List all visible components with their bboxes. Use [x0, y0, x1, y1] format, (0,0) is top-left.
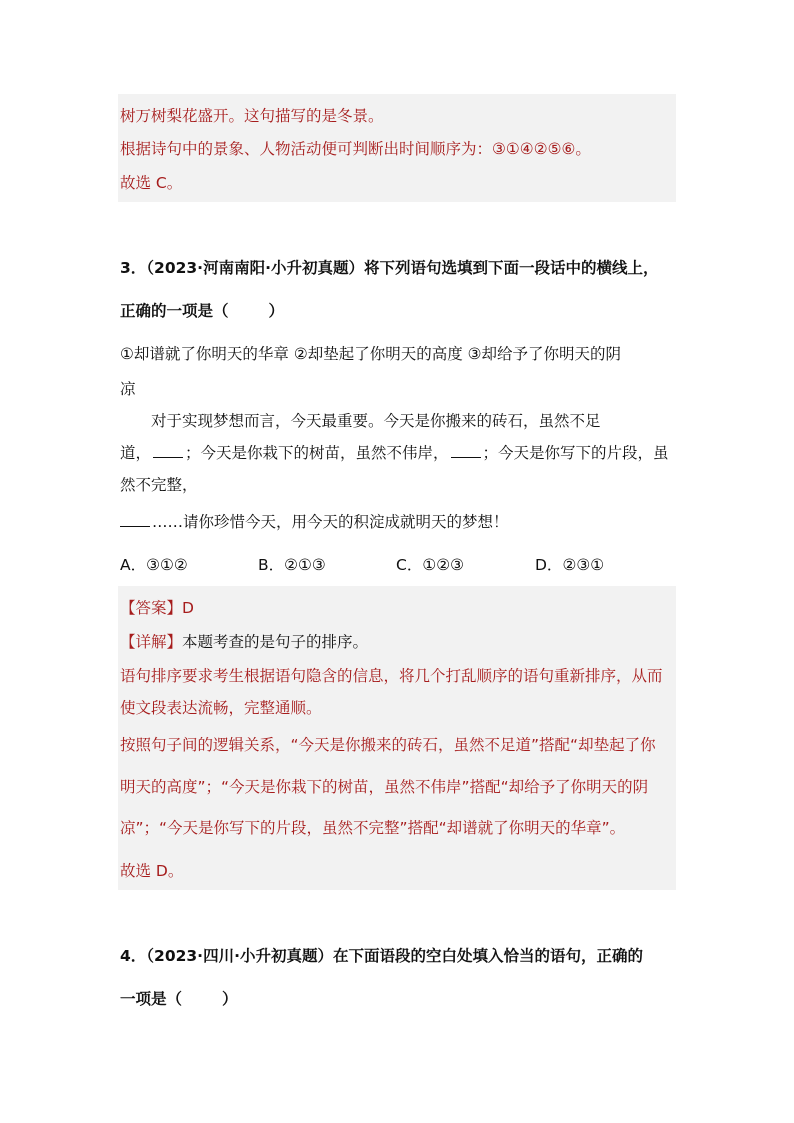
q3-choices-1: ①却谱就了你明天的华章 ②却垫起了你明天的高度 ③却给予了你明天的阴 [120, 345, 622, 363]
q3-detail-5: 凉”；“今天是你写下的片段，虽然不完整”搭配“却谱就了你明天的华章”。 [120, 819, 626, 837]
q4-stem-1: 在下面语段的空白处填入恰当的语句，正确的 [332, 947, 643, 965]
q3-passage-4-text: ……请你珍惜今天，用今天的积淀成就明天的梦想！ [152, 513, 509, 531]
q3-choices-2: 凉 [120, 380, 136, 398]
q3-detail-3: 按照句子间的逻辑关系，“今天是你搬来的砖石，虽然不足道”搭配“却垫起了你 [120, 736, 656, 754]
q4-stem-close: ） [222, 990, 238, 1008]
blank-1 [153, 443, 183, 458]
q3-passage-4 [120, 510, 509, 532]
q3-heading-2 [120, 299, 284, 321]
q3-option-d [535, 553, 604, 575]
q3-stem-1: 将下列语句选填到下面一段话中的横线上， [363, 259, 659, 277]
q4-source: （2023·四川·小升初真题） [146, 947, 333, 965]
q3-passage-3: 然不完整， [120, 476, 198, 494]
q3-detail-line [120, 630, 368, 652]
q3-option-b [258, 553, 326, 575]
option-value: ③①② [146, 556, 188, 574]
q4-heading [120, 944, 643, 966]
q3-answer-line [120, 596, 194, 618]
prev-answer-text: 根据诗句中的景象、人物活动便可判断出时间顺序为： [120, 140, 493, 158]
q3-passage-1: 对于实现梦想而言，今天最重要。今天是你搬来的砖石，虽然不足 [151, 412, 601, 430]
option-value: ①②③ [422, 556, 465, 574]
q3-detail-2: 使文段表达流畅，完整通顺。 [120, 699, 322, 717]
q3-passage-2a: 道， [120, 444, 152, 462]
option-label: A． [120, 556, 147, 574]
q4-number: 4． [120, 947, 147, 965]
detail-text: 本题考查的是句子的排序。 [182, 633, 369, 651]
blank-2 [451, 443, 481, 458]
option-label: D． [535, 556, 563, 574]
sequence-end: 。 [575, 140, 591, 158]
answer-tag: 【答案】 [120, 599, 183, 617]
q3-detail-1: 语句排序要求考生根据语句隐含的信息，将几个打乱顺序的语句重新排序，从而 [120, 667, 663, 685]
q4-heading-2 [120, 987, 238, 1009]
q3-source: （2023·河南南阳·小升初真题） [146, 259, 364, 277]
q3-option-c [396, 553, 464, 575]
q3-passage-2b: ；今天是你栽下的树苗，虽然不伟岸， [185, 444, 449, 462]
option-value: ②③① [562, 556, 605, 574]
prev-answer-line-2 [120, 137, 591, 159]
q4-stem-2: 一项是（ [120, 990, 183, 1008]
sequence-value: ③①④②⑤⑥ [492, 140, 576, 158]
q3-detail-4: 明天的高度”；“今天是你栽下的树苗，虽然不伟岸”搭配“却给予了你明天的阴 [120, 778, 649, 796]
q3-passage-2 [120, 441, 669, 463]
option-label: C． [396, 556, 423, 574]
option-label: B． [258, 556, 285, 574]
q3-passage-2c: ；今天是你写下的片段，虽 [482, 444, 669, 462]
q3-number: 3． [120, 259, 147, 277]
prev-answer-line-1: 树万树梨花盛开。这句描写的是冬景。 [120, 107, 384, 125]
blank-3 [120, 512, 150, 527]
q3-option-a [120, 553, 188, 575]
q3-stem-2: 正确的一项是（ [120, 302, 229, 320]
prev-answer-line-3: 故选 C。 [120, 174, 183, 192]
q3-heading [120, 256, 658, 278]
detail-tag: 【详解】 [120, 633, 183, 651]
option-value: ②①③ [284, 556, 326, 574]
answer-value: D [182, 599, 194, 617]
q3-detail-6: 故选 D。 [120, 862, 184, 880]
q3-stem-close: ） [268, 302, 285, 320]
